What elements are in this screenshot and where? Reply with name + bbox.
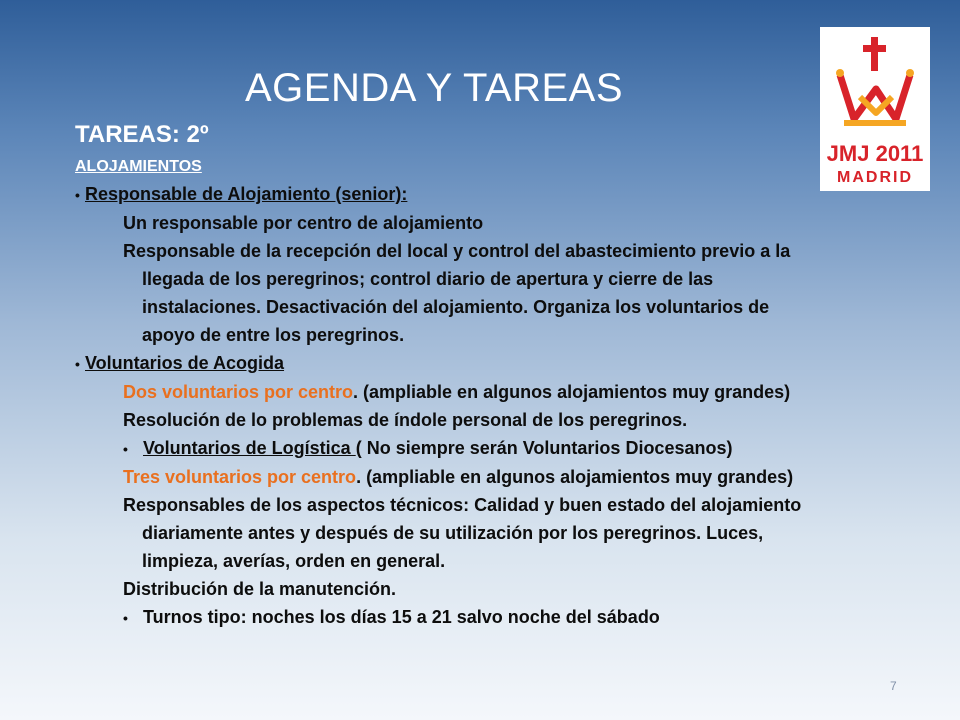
responsable-line1: Un responsable por centro de alojamiento bbox=[123, 213, 484, 233]
bullet-dot-icon: • bbox=[123, 441, 128, 457]
logistica-heading-note: ( No siempre serán Voluntarios Diocesanos) bbox=[355, 438, 733, 458]
responsable-heading: Responsable de Alojamiento (senior): bbox=[85, 184, 408, 204]
tareas-heading: TAREAS: 2º bbox=[75, 121, 209, 148]
slide-content bbox=[75, 116, 935, 632]
acogida-count-highlight: Dos voluntarios por centro bbox=[123, 382, 354, 402]
logo-text-madrid: MADRID bbox=[837, 169, 913, 186]
logistica-count-line bbox=[75, 463, 935, 491]
logistica-count-highlight: Tres voluntarios por centro bbox=[123, 467, 357, 487]
turnos-text: Turnos tipo: noches los días 15 a 21 salvo noche del sábado bbox=[143, 607, 660, 627]
logo-text-jmj: JMJ 2011 bbox=[826, 141, 924, 166]
logistica-para-line1: Responsables de los aspectos técnicos: Calidad y buen estado del alojamiento bbox=[123, 495, 802, 515]
slide-title: AGENDA Y TAREAS bbox=[245, 66, 624, 110]
bullet-turnos bbox=[75, 603, 935, 632]
page-number: 7 bbox=[890, 679, 897, 693]
acogida-heading: Voluntarios de Acogida bbox=[85, 353, 285, 373]
bullet-responsable bbox=[75, 180, 935, 209]
logistica-distribucion: Distribución de la manutención. bbox=[123, 579, 397, 599]
bullet-dot-icon: • bbox=[75, 356, 80, 372]
logistica-heading: Voluntarios de Logística bbox=[143, 438, 356, 458]
logistica-count-rest: . (ampliable en algunos alojamientos muy grandes) bbox=[356, 467, 794, 487]
section-heading-alojamientos: ALOJAMIENTOS bbox=[75, 158, 202, 175]
acogida-count-line bbox=[75, 378, 935, 406]
bullet-dot-icon: • bbox=[123, 610, 128, 626]
bullet-acogida bbox=[75, 349, 935, 378]
responsable-para-line2: llegada de los peregrinos; control diario de apertura y cierre de las bbox=[142, 269, 714, 289]
bullet-logistica bbox=[75, 434, 935, 463]
bullet-dot-icon: • bbox=[75, 187, 80, 203]
acogida-count-rest: . (ampliable en algunos alojamientos muy grandes) bbox=[353, 382, 791, 402]
responsable-para-line1: Responsable de la recepción del local y control del abastecimiento previo a la bbox=[123, 241, 791, 261]
logistica-para-line2: diariamente antes y después de su utilización por los peregrinos. Luces, bbox=[142, 523, 764, 543]
acogida-line2: Resolución de lo problemas de índole personal de los peregrinos. bbox=[123, 410, 688, 430]
responsable-para-line3: instalaciones. Desactivación del alojamiento. Organiza los voluntarios de bbox=[142, 297, 770, 317]
responsable-para-line4: apoyo de entre los peregrinos. bbox=[142, 325, 405, 345]
logistica-para-line3: limpieza, averías, orden en general. bbox=[142, 551, 446, 571]
